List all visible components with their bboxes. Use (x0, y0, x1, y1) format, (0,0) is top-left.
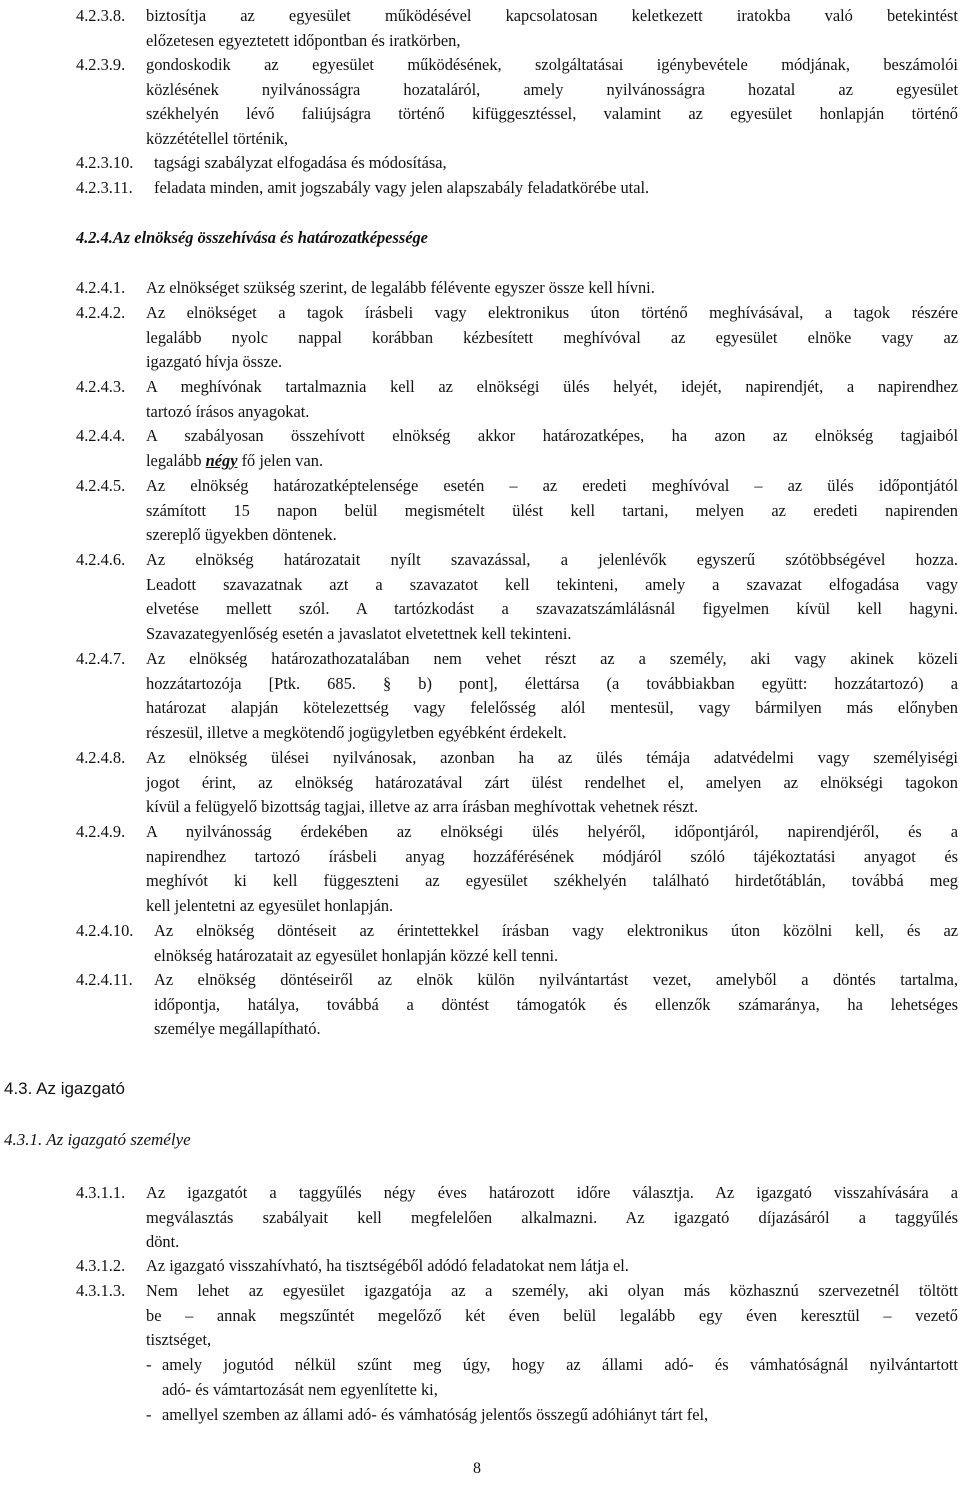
clause-line: Az elnökség ülései nyilvánosak, azonban ha az ülés témája adatvédelmi vagy személyiségi (146, 748, 958, 767)
numbered-clause (76, 820, 958, 918)
clause-line: jogot érint, az elnökség határozatával zárt ülést rendelhet el, amelyen az elnökségi tagokon (146, 772, 958, 792)
clause-line: Az elnökséget szükség szerint, de legalább félévente egyszer össze kell hívni. (146, 278, 655, 297)
clause-number: 4.3.1.3. (76, 1281, 126, 1300)
page-number: 8 (473, 1460, 481, 1477)
clause-line: kívül a felügyelő bizottság tagjai, illetve az arra írásban meghívottak vehetnek részt. (146, 797, 699, 817)
clause-line: elnökség határozatait az egyesület honlapján közzé kell tenni. (154, 945, 559, 965)
clause-line: biztosítja az egyesület működésével kapcsolatosan keletkezett iratokba való betekintést (146, 6, 958, 25)
clause-text (154, 919, 958, 968)
clause-number: 4.2.3.9. (76, 55, 126, 74)
numbered-clause (76, 375, 958, 424)
clause-line: gondoskodik az egyesület működésének, szolgáltatásai igénybevétele módjának, beszámolói (146, 55, 958, 74)
clause-line: előzetesen egyeztetett időpontban és iratkörben, (146, 30, 461, 50)
clause-text (146, 424, 958, 473)
clause-line: személye megállapítható. (154, 1019, 321, 1039)
numbered-clause (76, 548, 958, 646)
numbered-clause (76, 176, 958, 201)
clause-number: 4.2.4.7. (76, 649, 126, 668)
clause-line-start: legalább (146, 450, 206, 470)
numbered-clause (76, 276, 958, 301)
clause-text (146, 746, 958, 820)
numbered-clause (76, 1181, 958, 1255)
numbered-clause (76, 301, 958, 375)
clause-number: 4.2.4.6. (76, 550, 126, 569)
clause-line: dönt. (146, 1232, 180, 1252)
clause-line: Az igazgatót a taggyűlés négy éves határozott időre választja. Az igazgató visszahívására a (146, 1183, 958, 1202)
chapter-heading: 4.3. Az igazgató (4, 1079, 125, 1098)
clause-line: Az elnökség határozathozatalában nem vehet részt az a személy, aki vagy akinek közeli (146, 649, 958, 668)
clause-line: Nem lehet az egyesület igazgatója az a személy, aki olyan más közhasznú szervezetnél töltött (146, 1281, 958, 1300)
clause-line: Az igazgató visszahívható, ha tisztségéből adódó feladatokat nem látja el. (146, 1256, 629, 1275)
clause-line: Az elnökséget a tagok írásbeli vagy elektronikus úton történő meghívásával, a tagok részére (146, 303, 958, 322)
clause-line: meghívót ki kell függeszteni az egyesület székhelyén található hirdetőtáblán, továbbá meg (146, 871, 958, 891)
clause-text (146, 548, 958, 646)
clause-text (146, 276, 958, 301)
clause-number: 4.2.4.2. (76, 303, 126, 322)
bullet-text (162, 1353, 958, 1402)
clause-number: 4.2.4.5. (76, 476, 126, 495)
clause-line: A nyilvánosság érdekében az elnökségi ülés helyéről, időpontjáról, napirendjéről, és a (146, 822, 958, 841)
clause-line: Az elnökség határozatképtelensége esetén – az eredeti meghívóval – az ülés időpontjától (146, 476, 958, 495)
bullet-line: adó- és vámtartozását nem egyenlítette ki, (162, 1379, 438, 1399)
clause-line: igazgató hívja össze. (146, 352, 283, 372)
clause-number: 4.2.4.3. (76, 377, 126, 396)
clause-line: legalább nyolc nappal korábban kézbesített meghívóval az egyesület elnöke vagy az (146, 327, 958, 347)
clause-line-end: fő jelen van. (237, 450, 324, 470)
clause-line: tisztséget, (146, 1330, 212, 1350)
clause-line: kell jelentetni az egyesület honlapján. (146, 895, 394, 915)
clause-number: 4.2.4.1. (76, 278, 126, 297)
clause-line (146, 449, 958, 474)
subsection-heading: 4.3.1. Az igazgató személye (4, 1130, 191, 1149)
clause-line: Az elnökség döntéseiről az elnök külön nyilvántartást vezet, amelyből a döntés tartalma, (154, 970, 958, 989)
numbered-clause (76, 53, 958, 151)
bullet-line: amely jogutód nélkül szűnt meg úgy, hogy az állami adó- és vámhatóságnál nyilvántartott (162, 1355, 958, 1374)
numbered-clause (76, 1254, 958, 1279)
clause-text (146, 647, 958, 745)
numbered-clause (76, 968, 958, 1042)
clause-line: Az elnökség döntéseit az érintettekkel írásban vagy elektronikus úton közölni kell, és az (154, 921, 958, 940)
numbered-clause (76, 647, 958, 745)
clause-line: Leadott szavazatnak azt a szavazatot kell tekinteni, amely a szavazat elfogadása vagy (146, 574, 958, 594)
clause-line: A szabályosan összehívott elnökség akkor határozatképes, ha azon az elnökség tagjaiból (146, 426, 958, 445)
clause-number: 4.2.4.4. (76, 426, 126, 445)
bullet-line: amellyel szemben az állami adó- és vámhatóság jelentős összegű adóhiányt tárt fel, (162, 1405, 709, 1424)
clause-text (146, 1279, 958, 1353)
numbered-clause (76, 919, 958, 968)
clause-number: 4.2.4.10. (76, 921, 134, 940)
clause-line: Szavazategyenlőség esetén a javaslatot elvetettnek kell tekinteni. (146, 623, 572, 643)
numbered-clause (76, 4, 958, 53)
clause-line: A meghívónak tartalmaznia kell az elnökségi ülés helyét, idejét, napirendjét, a napirendhez (146, 377, 958, 396)
clause-text (146, 1181, 958, 1255)
numbered-clause (76, 1279, 958, 1353)
clause-line: Az elnökség határozatait nyílt szavazással, a jelenlévők egyszerű szótöbbségével hozza. (146, 550, 958, 569)
clause-line: hozzátartozója [Ptk. 685. § b) pont], élettársa (a továbbiakban együtt: hozzátartozó) a (146, 673, 958, 693)
clause-text (154, 151, 958, 176)
clause-number: 4.3.1.2. (76, 1256, 126, 1275)
clause-text (146, 820, 958, 918)
clause-number: 4.2.3.8. (76, 6, 126, 25)
clause-text (146, 474, 958, 548)
numbered-clause (76, 424, 958, 473)
clause-text (146, 1254, 958, 1279)
clause-number: 4.2.4.9. (76, 822, 126, 841)
clause-line: megválasztás szabályait kell megfelelően alkalmazni. Az igazgató díjazásáról a taggyűlés (146, 1207, 958, 1227)
clause-line: részesül, illetve a megkötendő jogügyletben egyébként érdekelt. (146, 722, 567, 742)
clause-text (146, 375, 958, 424)
bullet-item (146, 1403, 958, 1428)
clause-number: 4.2.4.8. (76, 748, 126, 767)
clause-line: tagsági szabályzat elfogadása és módosítása, (154, 153, 447, 172)
clause-line: elvetése mellett szól. A tartózkodást a szavazatszámlálásnál figyelmen kívül kell hagyni. (146, 599, 958, 619)
clause-number: 4.2.4.11. (76, 970, 133, 989)
clause-number: 4.3.1.1. (76, 1183, 126, 1202)
bullet-dash: - (146, 1405, 152, 1424)
clause-line: közzététellel történik, (146, 128, 288, 148)
clause-line: napirendhez tartozó írásbeli anyag hozzáférésének módjáról szóló tájékoztatási anyagot és (146, 846, 958, 866)
clause-text (146, 301, 958, 375)
clause-line: tartozó írásos anyagokat. (146, 401, 310, 421)
emphasized-word: négy (205, 450, 238, 470)
bullet-text (162, 1403, 958, 1428)
numbered-clause (76, 746, 958, 820)
clause-line: feladata minden, amit jogszabály vagy jelen alapszabály feladatkörébe utal. (154, 178, 650, 197)
clause-line: határozat alapján kötelezettség vagy felelősség alól mentesül, vagy bármilyen más előnyben (146, 698, 958, 718)
clause-line: szereplő ügyekben döntenek. (146, 525, 337, 545)
bullet-item (146, 1353, 958, 1402)
clause-text (154, 176, 958, 201)
clause-text (146, 53, 958, 151)
clause-text (154, 968, 958, 1042)
numbered-clause (76, 151, 958, 176)
clause-text (146, 4, 958, 53)
clause-line: székhelyén lévő faliújságra történő kifüggesztéssel, valamint az egyesület honlapján történő (146, 104, 958, 124)
clause-line: közlésének nyilvánosságra hozataláról, amely nyilvánosságra hozatal az egyesület (146, 79, 958, 99)
numbered-clause (76, 474, 958, 548)
clause-number: 4.2.3.11. (76, 178, 133, 197)
clause-number: 4.2.3.10. (76, 153, 134, 172)
bullet-dash: - (146, 1355, 152, 1374)
clause-line: számított 15 napon belül megismételt ülést kell tartani, melyen az eredeti napirenden (146, 500, 958, 520)
section-heading: 4.2.4.Az elnökség összehívása és határozatképessége (76, 228, 428, 247)
clause-line: időpontja, hatálya, továbbá a döntést támogatók és ellenzők számaránya, ha lehetséges (154, 994, 958, 1014)
clause-line: be – annak megszűntét megelőző két éven belül legalább egy éven keresztül – vezető (146, 1305, 958, 1325)
